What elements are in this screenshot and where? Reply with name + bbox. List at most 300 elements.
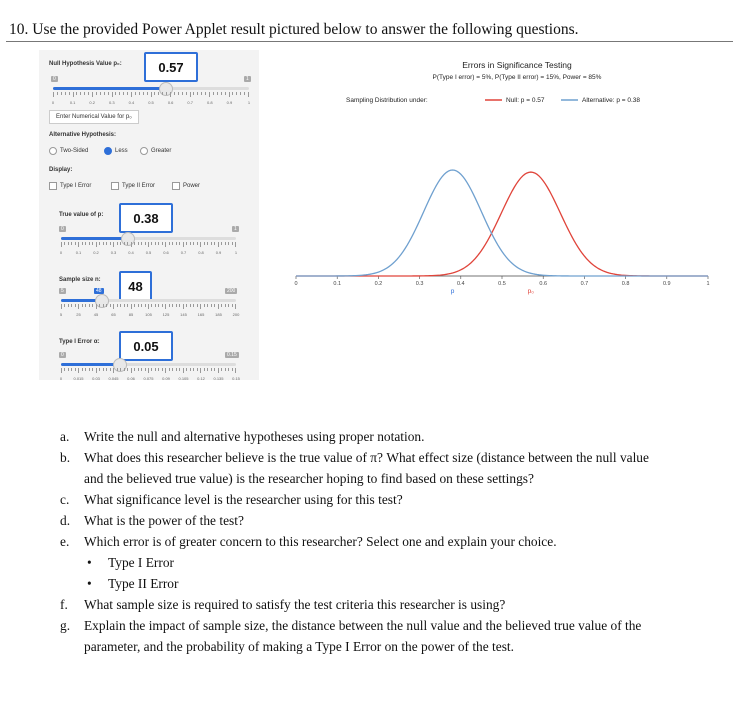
major-tick — [53, 92, 54, 97]
minor-tick — [186, 242, 187, 245]
minor-tick — [162, 242, 163, 245]
chart-title: Errors in Significance Testing — [462, 60, 572, 70]
minor-tick — [134, 368, 135, 371]
question-b — [60, 447, 660, 489]
slider-tick-label: 0.09 — [162, 376, 170, 381]
minor-tick — [205, 92, 206, 95]
true-min-label: 0 — [61, 226, 64, 232]
alpha-value-box: 0.05 — [119, 331, 173, 361]
slider-tick-label: 0.1 — [69, 100, 76, 105]
minor-tick — [64, 304, 65, 307]
slider-tick-label: 145 — [180, 312, 187, 317]
major-tick — [78, 304, 79, 309]
minor-tick — [197, 92, 198, 95]
applet-controls-panel — [39, 50, 259, 380]
minor-tick — [221, 368, 222, 371]
display-power-option[interactable] — [172, 182, 200, 190]
minor-tick — [141, 304, 142, 307]
minor-tick — [166, 92, 167, 95]
alternative-distribution-curve — [296, 170, 708, 276]
minor-tick — [68, 242, 69, 245]
x-tick-label: 0.4 — [456, 281, 465, 287]
minor-tick — [82, 304, 83, 307]
alt-greater-label: Greater — [151, 148, 172, 154]
significance-chart — [262, 50, 722, 300]
slider-tick-label: 0.015 — [73, 376, 84, 381]
question-text: Which error is of greater concern to this researcher? Select one and explain your choice. — [84, 534, 557, 549]
radio-icon[interactable] — [140, 147, 148, 155]
slider-tick-label: 0.075 — [143, 376, 154, 381]
minor-tick — [179, 368, 180, 371]
minor-tick — [207, 368, 208, 371]
slider-tick-label: 0.105 — [178, 376, 189, 381]
minor-tick — [115, 92, 116, 95]
alpha-max-label: 0.15 — [227, 352, 237, 358]
major-tick — [165, 242, 166, 247]
minor-tick — [127, 304, 128, 307]
minor-tick — [89, 242, 90, 245]
slider-tick-label: 0.6 — [167, 100, 174, 105]
slider-tick-label: 85 — [128, 312, 134, 317]
minor-tick — [89, 368, 90, 371]
x-tick-label: 0.7 — [580, 281, 589, 287]
minor-tick — [228, 304, 229, 307]
option-type1-error — [60, 552, 660, 573]
minor-tick — [108, 92, 109, 95]
minor-tick — [103, 242, 104, 245]
minor-tick — [172, 304, 173, 307]
slider-tick-label: 0.12 — [197, 376, 205, 381]
null-distribution-curve — [296, 172, 708, 276]
minor-tick — [99, 242, 100, 245]
minor-tick — [240, 92, 241, 95]
major-tick — [235, 304, 236, 309]
checkbox-icon[interactable] — [111, 182, 119, 190]
minor-tick — [176, 368, 177, 371]
major-tick — [235, 242, 236, 247]
minor-tick — [225, 242, 226, 245]
question-text: What does this researcher believe is the true value of π? What effect size (distance between the null value and the believed true value) is the researcher hoping to find based on these settings? — [84, 450, 649, 486]
alt-two-sided-label: Two-Sided — [60, 148, 89, 154]
minor-tick — [214, 242, 215, 245]
true-value-label: True value of p: — [59, 212, 104, 218]
major-tick — [200, 242, 201, 247]
minor-tick — [190, 242, 191, 245]
minor-tick — [120, 242, 121, 245]
minor-tick — [158, 92, 159, 95]
display-type1-option[interactable] — [49, 182, 91, 190]
question-list — [60, 426, 660, 657]
minor-tick — [190, 304, 191, 307]
minor-tick — [204, 368, 205, 371]
question-letter: f. — [60, 597, 68, 612]
enter-numerical-value-button[interactable]: Enter Numerical Value for p₀ — [49, 110, 139, 124]
x-tick-label: 0.5 — [498, 281, 506, 287]
alpha-min-label: 0 — [61, 352, 64, 358]
minor-tick — [135, 92, 136, 95]
major-tick — [229, 92, 230, 97]
minor-tick — [158, 304, 159, 307]
slider-tick-label: 0.135 — [213, 376, 224, 381]
alt-greater-option[interactable] — [140, 147, 171, 155]
minor-tick — [117, 242, 118, 245]
major-tick — [131, 92, 132, 97]
slider-tick-label: 105 — [145, 312, 152, 317]
x-tick-label: 0 — [294, 281, 298, 287]
question-text: Explain the impact of sample size, the distance between the null value and the believed true value of the parameter, and the probability of making a Type I Error on the power of the test. — [84, 618, 642, 654]
minor-tick — [236, 92, 237, 95]
minor-tick — [57, 92, 58, 95]
minor-tick — [104, 92, 105, 95]
minor-tick — [106, 304, 107, 307]
minor-tick — [179, 304, 180, 307]
question-letter: g. — [60, 618, 71, 633]
slider-tick-label: 0.8 — [198, 250, 204, 255]
legend-null-label: Null: p = 0.57 — [506, 97, 545, 104]
option-label: Type I Error — [108, 555, 174, 570]
x-tick-label: 0.1 — [333, 281, 342, 287]
minor-tick — [193, 242, 194, 245]
major-tick — [165, 368, 166, 373]
minor-tick — [197, 304, 198, 307]
minor-tick — [65, 92, 66, 95]
null-slider-fill — [53, 87, 165, 90]
n-max-label: 200 — [227, 288, 236, 294]
minor-tick — [221, 92, 222, 95]
minor-tick — [68, 304, 69, 307]
sample-size-slider-ticks — [61, 304, 236, 310]
slider-tick-label: 0.4 — [128, 250, 134, 255]
question-c — [60, 489, 660, 510]
display-type2-option[interactable] — [111, 182, 155, 190]
question-letter: d. — [60, 513, 71, 528]
minor-tick — [134, 242, 135, 245]
slider-tick-label: 0.2 — [89, 100, 95, 105]
minor-tick — [155, 304, 156, 307]
minor-tick — [138, 242, 139, 245]
minor-tick — [162, 304, 163, 307]
minor-tick — [100, 92, 101, 95]
minor-tick — [169, 368, 170, 371]
slider-tick-label: 0.2 — [93, 250, 99, 255]
minor-tick — [193, 92, 194, 95]
minor-tick — [214, 304, 215, 307]
slider-tick-label: 0.1 — [75, 250, 82, 255]
slider-tick-label: 0.03 — [92, 376, 100, 381]
question-d — [60, 510, 660, 531]
minor-tick — [155, 368, 156, 371]
minor-tick — [64, 242, 65, 245]
display-power-label: Power — [183, 183, 201, 189]
minor-tick — [124, 304, 125, 307]
minor-tick — [228, 368, 229, 371]
n-min-label: 5 — [61, 288, 64, 294]
question-f — [60, 594, 660, 615]
minor-tick — [145, 242, 146, 245]
minor-tick — [232, 92, 233, 95]
minor-tick — [99, 304, 100, 307]
sample-size-box: 48 — [119, 271, 152, 301]
question-text: What significance level is the researcher using for this test? — [84, 492, 403, 507]
minor-tick — [124, 368, 125, 371]
major-tick — [165, 304, 166, 309]
minor-tick — [99, 368, 100, 371]
major-tick — [113, 304, 114, 309]
true-max-label: 1 — [234, 226, 237, 232]
slider-tick-label: 45 — [93, 312, 99, 317]
null-slider-track[interactable] — [53, 87, 249, 90]
bullet-icon: • — [87, 576, 92, 591]
minor-tick — [176, 242, 177, 245]
minor-tick — [134, 304, 135, 307]
major-tick — [218, 304, 219, 309]
slider-tick-label: 0 — [59, 376, 63, 381]
minor-tick — [217, 92, 218, 95]
minor-tick — [207, 242, 208, 245]
null-value-box: 0.57 — [144, 52, 198, 82]
minor-tick — [71, 242, 72, 245]
slider-tick-label: 1 — [234, 250, 238, 255]
major-tick — [96, 368, 97, 373]
minor-tick — [103, 304, 104, 307]
slider-tick-label: 200 — [232, 312, 240, 317]
alpha-slider-fill — [61, 363, 119, 366]
minor-tick — [127, 368, 128, 371]
major-tick — [218, 368, 219, 373]
slider-tick-label: 0.6 — [163, 250, 169, 255]
minor-tick — [221, 242, 222, 245]
slider-tick-label: 0 — [59, 250, 63, 255]
minor-tick — [85, 368, 86, 371]
question-text: What is the power of the test? — [84, 513, 244, 528]
minor-tick — [201, 92, 202, 95]
major-tick — [200, 304, 201, 309]
minor-tick — [154, 92, 155, 95]
minor-tick — [158, 368, 159, 371]
minor-tick — [178, 92, 179, 95]
minor-tick — [71, 368, 72, 371]
minor-tick — [214, 368, 215, 371]
question-title: 10. Use the provided Power Applet result pictured below to answer the following questions. — [9, 21, 579, 38]
true-slider-ticks — [61, 242, 236, 248]
minor-tick — [186, 368, 187, 371]
display-type2-label: Type II Error — [122, 183, 156, 189]
minor-tick — [92, 242, 93, 245]
minor-tick — [204, 242, 205, 245]
bullet-icon: • — [87, 555, 92, 570]
legend-alt-label: Alternative: p = 0.38 — [582, 97, 640, 104]
major-tick — [151, 92, 152, 97]
minor-tick — [85, 242, 86, 245]
minor-tick — [169, 304, 170, 307]
alpha-slider-ticks — [61, 368, 236, 374]
type1-error-label: Type I Error α: — [59, 339, 100, 345]
null-min-label: 0 — [53, 76, 56, 82]
slider-tick-label: 0.7 — [187, 100, 193, 105]
minor-tick — [147, 92, 148, 95]
minor-tick — [139, 92, 140, 95]
true-value-box: 0.38 — [119, 203, 173, 233]
slider-tick-label: 0.06 — [127, 376, 135, 381]
minor-tick — [120, 304, 121, 307]
major-tick — [78, 368, 79, 373]
x-tick-label: 0.6 — [539, 281, 548, 287]
minor-tick — [89, 304, 90, 307]
display-heading: Display: — [49, 167, 73, 173]
minor-tick — [75, 368, 76, 371]
null-slider-ticks — [53, 92, 249, 98]
question-e — [60, 531, 660, 552]
minor-tick — [103, 368, 104, 371]
minor-tick — [232, 368, 233, 371]
checkbox-icon[interactable] — [172, 182, 180, 190]
slider-tick-label: 0.9 — [226, 100, 233, 105]
minor-tick — [82, 242, 83, 245]
checkbox-icon[interactable] — [49, 182, 57, 190]
major-tick — [61, 368, 62, 373]
slider-tick-label: 125 — [162, 312, 170, 317]
minor-tick — [162, 368, 163, 371]
minor-tick — [88, 92, 89, 95]
slider-tick-label: 5 — [59, 312, 63, 317]
radio-icon[interactable] — [49, 147, 57, 155]
question-letter: a. — [60, 429, 70, 444]
major-tick — [113, 242, 114, 247]
minor-tick — [190, 368, 191, 371]
major-tick — [183, 242, 184, 247]
major-tick — [190, 92, 191, 97]
alpha-slider-track[interactable] — [61, 363, 236, 366]
minor-tick — [204, 304, 205, 307]
minor-tick — [172, 242, 173, 245]
chart-subtitle: P(Type I error) = 5%, P(Type II error) = 15%, Power = 85% — [432, 74, 602, 81]
major-tick — [200, 368, 201, 373]
major-tick — [248, 92, 249, 97]
slider-tick-label: 0.8 — [207, 100, 213, 105]
major-tick — [96, 304, 97, 309]
minor-tick — [110, 304, 111, 307]
minor-tick — [117, 368, 118, 371]
minor-tick — [186, 304, 187, 307]
minor-tick — [232, 242, 233, 245]
question-letter: e. — [60, 534, 70, 549]
minor-tick — [244, 92, 245, 95]
x-tick-label: 0.9 — [662, 281, 671, 287]
minor-tick — [162, 92, 163, 95]
option-type2-error — [60, 573, 660, 594]
slider-tick-label: 0.3 — [110, 250, 117, 255]
legend-prefix: Sampling Distribution under: — [346, 97, 428, 104]
minor-tick — [169, 242, 170, 245]
minor-tick — [213, 92, 214, 95]
minor-tick — [193, 304, 194, 307]
slider-tick-label: 0.9 — [215, 250, 222, 255]
minor-tick — [186, 92, 187, 95]
alt-less-option[interactable] — [104, 147, 128, 155]
major-tick — [131, 304, 132, 309]
minor-tick — [61, 92, 62, 95]
true-slider-fill — [61, 237, 127, 240]
minor-tick — [127, 92, 128, 95]
minor-tick — [123, 92, 124, 95]
option-label: Type II Error — [108, 576, 179, 591]
alt-two-sided-option[interactable] — [49, 147, 88, 155]
minor-tick — [179, 242, 180, 245]
question-g — [60, 615, 660, 657]
minor-tick — [106, 368, 107, 371]
major-tick — [78, 242, 79, 247]
slider-tick-label: 0 — [51, 100, 55, 105]
major-tick — [235, 368, 236, 373]
question-a — [60, 426, 660, 447]
minor-tick — [176, 304, 177, 307]
major-tick — [218, 242, 219, 247]
minor-tick — [141, 368, 142, 371]
minor-tick — [143, 92, 144, 95]
minor-tick — [207, 304, 208, 307]
true-p-marker: p — [450, 288, 455, 295]
minor-tick — [225, 368, 226, 371]
minor-tick — [225, 304, 226, 307]
minor-tick — [84, 92, 85, 95]
minor-tick — [119, 92, 120, 95]
question-text: Write the null and alternative hypotheses using proper notation. — [84, 429, 425, 444]
minor-tick — [92, 368, 93, 371]
minor-tick — [75, 242, 76, 245]
major-tick — [183, 304, 184, 309]
slider-tick-label: 165 — [197, 312, 205, 317]
major-tick — [209, 92, 210, 97]
radio-selected-icon[interactable] — [104, 147, 112, 155]
minor-tick — [69, 92, 70, 95]
slider-tick-label: 0.4 — [128, 100, 135, 105]
alt-less-label: Less — [115, 148, 128, 154]
minor-tick — [76, 92, 77, 95]
minor-tick — [117, 304, 118, 307]
minor-tick — [211, 242, 212, 245]
minor-tick — [68, 368, 69, 371]
minor-tick — [110, 242, 111, 245]
minor-tick — [151, 368, 152, 371]
major-tick — [61, 304, 62, 309]
slider-tick-label: 185 — [215, 312, 222, 317]
slider-tick-label: 0.5 — [145, 250, 152, 255]
minor-tick — [182, 92, 183, 95]
true-slider-track[interactable] — [61, 237, 236, 240]
major-tick — [131, 368, 132, 373]
minor-tick — [120, 368, 121, 371]
minor-tick — [211, 304, 212, 307]
major-tick — [113, 368, 114, 373]
major-tick — [148, 368, 149, 373]
minor-tick — [127, 242, 128, 245]
slider-tick-label: 0.045 — [108, 376, 119, 381]
major-tick — [92, 92, 93, 97]
minor-tick — [221, 304, 222, 307]
major-tick — [148, 242, 149, 247]
sample-size-slider-track[interactable] — [61, 299, 236, 302]
major-tick — [131, 242, 132, 247]
major-tick — [73, 92, 74, 97]
null-hypothesis-label: Null Hypothesis Value p₀: — [49, 61, 122, 67]
null-p0-marker: p₀ — [527, 288, 535, 295]
minor-tick — [96, 92, 97, 95]
minor-tick — [232, 304, 233, 307]
minor-tick — [158, 242, 159, 245]
minor-tick — [138, 368, 139, 371]
minor-tick — [110, 368, 111, 371]
question-letter: b. — [60, 450, 71, 465]
